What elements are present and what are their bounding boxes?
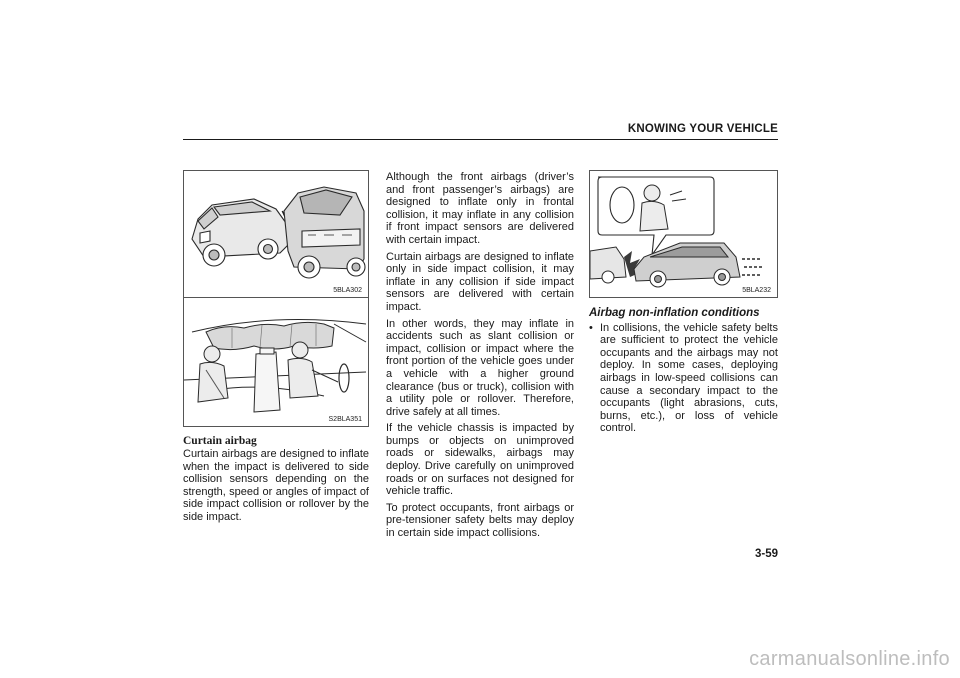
figure-curtain-airbag — [183, 297, 369, 427]
paragraph: Curtain airbags are designed to inflate only in side impact collision, it may inflate in any collision if side impact sensors are delivered with certain impact. — [386, 250, 574, 313]
curtain-airbag-shape — [206, 322, 334, 349]
middle-column — [386, 171, 574, 544]
figure-code: 5BLA302 — [333, 287, 362, 294]
curtain-airbag-heading: Curtain airbag — [183, 435, 257, 447]
motion-lines — [742, 259, 764, 275]
section-header-title: KNOWING YOUR VEHICLE — [627, 123, 778, 135]
suv-main-drawing — [634, 243, 740, 287]
seat-drawing — [254, 348, 280, 412]
header-rule — [183, 139, 778, 140]
curtain-airbag-paragraph: Curtain airbags are designed to inflate when the impact is delivered to side collision sensors depending on the strength, speed or angles of impact of side impact collision or rollover by the side impact. — [183, 448, 369, 523]
left-column — [183, 435, 369, 528]
right-column — [589, 307, 778, 435]
occupant-rear-drawing — [198, 346, 228, 402]
curtain-airbag-illustration — [184, 298, 368, 426]
watermark: carmanualsonline.info — [749, 648, 950, 670]
suv-right-drawing — [284, 187, 365, 278]
suv-left-drawing — [192, 199, 288, 266]
figure-code: 5BLA232 — [742, 287, 771, 294]
rear-vehicle-drawing — [590, 247, 626, 283]
figure-side-collision — [183, 170, 369, 298]
bullet-dot: • — [589, 321, 593, 334]
rear-impact-illustration — [590, 171, 777, 297]
page-number: 3-59 — [754, 548, 778, 560]
figure-rear-impact — [589, 170, 778, 298]
occupant-driver-drawing — [288, 342, 338, 398]
paragraph: If the vehicle chassis is impacted by bumps or objects on unimproved roads or sidewalks, airbags may deploy. Drive carefully on unimproved roads or on surfaces not designed for vehicle traffic. — [386, 422, 574, 498]
paragraph: To protect occupants, front airbags or pre-tensioner safety belts may deploy in certain side impact collisions. — [386, 501, 574, 540]
bullet-text: In collisions, the vehicle safety belts are sufficient to protect the vehicle occupants and the airbags may not deploy. In some cases, deploying airbags in low-speed collisions can cause a secondary impact to the occupants (light abrasions, cuts, burns, etc.), or loss of vehicle control. — [600, 321, 778, 435]
non-inflation-heading: Airbag non-inflation conditions — [589, 307, 760, 319]
list-item — [589, 322, 778, 435]
steering-wheel-drawing — [339, 364, 349, 392]
paragraph: Although the front airbags (driver’s and front passenger’s airbags) are designed to inflate only in frontal collision, it may inflate in any collision if front impact sensors are delivered with certain impact. — [386, 171, 574, 246]
figure-code: S2BLA351 — [328, 416, 362, 423]
side-collision-illustration — [184, 171, 368, 297]
paragraph: In other words, they may inflate in accidents such as slant collision or impact, collision or impact where the front portion of the vehicle goes under a vehicle with a higher ground clearance (bus or truck), collision with a utility pole or rollover. Therefore, drive safely at all times. — [386, 317, 574, 418]
